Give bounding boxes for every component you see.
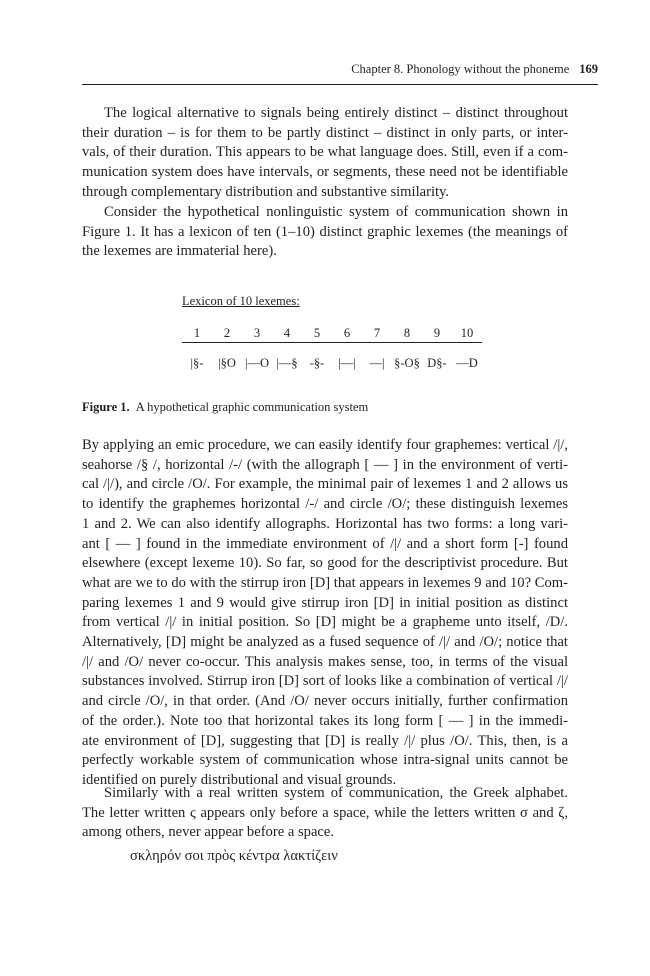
figure-1 (175, 284, 485, 384)
page-number: 169 (579, 62, 598, 76)
text-line: By applying an emic procedure, we can easily identify four graphemes: vertical /|/, (82, 437, 568, 453)
lexeme-number: 10 (460, 326, 474, 340)
text-line: perfectly workable system of communication whose intra-signal units cannot be (82, 752, 568, 769)
text-line: ant [ — ] found in the immediate environment of /|/ and a short form [-] found (82, 535, 568, 552)
text-line: their duration – is for them to be partly distinct – distinct in only parts, or inter- (82, 124, 568, 141)
text-line: Similarly with a real written system of communication, the Greek alphabet. (104, 785, 568, 801)
text-line: and circle /O/, in that order. (And /O/ never occurs initially, further confirmation (82, 693, 568, 710)
lexeme-form: |—O (244, 356, 270, 370)
caption-text: A hypothetical graphic communication system (135, 400, 369, 414)
lexeme-form: |§- (190, 356, 204, 370)
lexeme-form: §-O§ (394, 356, 420, 370)
text-line: The letter written ς appears only before a space, while the letters written σ and ζ, (82, 804, 568, 821)
text-line: /|/ and /O/ never co-occur. This analysis makes sense, too, in terms of the visual (82, 653, 568, 670)
running-header (82, 62, 598, 85)
text-line: through complementary distribution and substantive similarity. (82, 183, 450, 200)
lexeme-number: 1 (193, 326, 201, 340)
text-line: to identify the graphemes horizontal /-/ and circle /O/; these distinguish lexemes (82, 496, 568, 513)
text-line: The logical alternative to signals being entirely distinct – distinct throughout (104, 105, 568, 121)
text-line: munication system does have intervals, or segments, these need not be identifiable (82, 164, 568, 181)
lexeme-form: |—| (338, 356, 356, 370)
chapter-title: Chapter 8. Phonology without the phoneme (351, 62, 570, 76)
lexeme-number: 2 (223, 326, 231, 340)
text-line: what are we to do with the stirrup iron [D] that appears in lexemes 9 and 10? Com- (82, 574, 568, 591)
text-line: seahorse /§ /, horizontal /-/ (with the allograph [ — ] in the environment of verti- (82, 456, 568, 473)
text-line: elsewhere (except lexeme 10). So far, so good for the descriptivist procedure. But (82, 555, 568, 572)
lexeme-number: 5 (313, 326, 321, 340)
text-line: 1 and 2. We can also identify allographs. Horizontal has two forms: a long vari- (82, 515, 568, 532)
text-line: Figure 1. It has a lexicon of ten (1–10) distinct graphic lexemes (the meanings of (82, 223, 568, 240)
text-line: Consider the hypothetical nonlinguistic system of communication shown in (104, 204, 568, 220)
lexeme-number-row (182, 326, 482, 343)
figure-caption (82, 400, 368, 415)
lexeme-form: -§- (309, 356, 325, 370)
text-line: the lexemes are immaterial here). (82, 243, 277, 260)
lexeme-form: |§O (218, 356, 236, 370)
figure-title: Lexicon of 10 lexemes: (182, 294, 300, 308)
lexeme-form: |—§ (276, 356, 298, 370)
text-line: substances involved. Stirrup iron [D] sort of looks like a combination of vertical /|/ (82, 673, 568, 690)
lexeme-number: 6 (343, 326, 351, 340)
text-line: cal /|/), and circle /O/. For example, the minimal pair of lexemes 1 and 2 allows us (82, 476, 568, 493)
paragraph-2 (82, 203, 568, 262)
lexeme-form: —D (456, 356, 478, 370)
text-line: of the order.). Note too that horizontal takes its long form [ — ] in the immedi- (82, 712, 568, 729)
text-line: ate environment of [D], suggesting that [D] is really /|/ plus /O/. This, then, is a (82, 732, 568, 749)
lexeme-number: 8 (403, 326, 411, 340)
lexeme-number: 3 (253, 326, 261, 340)
greek-example: σκληρόν σοι πρὸς κέντρα λακτίζειν (130, 848, 338, 864)
text-line: from vertical /|/ in initial position. So [D] might be a grapheme unto itself, /D/. (82, 614, 568, 631)
text-line: among others, never appear before a space. (82, 824, 335, 841)
lexeme-form: —| (369, 356, 385, 370)
text-line: Alternatively, [D] might be analyzed as a fused sequence of /|/ and /O/; notice that (82, 634, 568, 651)
paragraph-4 (82, 784, 568, 843)
caption-label: Figure 1. (82, 400, 130, 414)
text-line: identified on purely distributional and visual grounds. (82, 771, 397, 788)
paragraph-3 (82, 436, 568, 791)
lexeme-number: 4 (283, 326, 291, 340)
text-line: paring lexemes 1 and 9 would give stirrup iron [D] in initial position as distinct (82, 594, 568, 611)
lexeme-number: 9 (433, 326, 441, 340)
paragraph-1 (82, 104, 568, 203)
lexeme-number: 7 (373, 326, 381, 340)
text-line: vals, of their duration. This appears to be what language does. Still, even if a com- (82, 144, 568, 161)
lexeme-form-row (182, 356, 482, 371)
lexeme-form: D§- (427, 356, 447, 370)
